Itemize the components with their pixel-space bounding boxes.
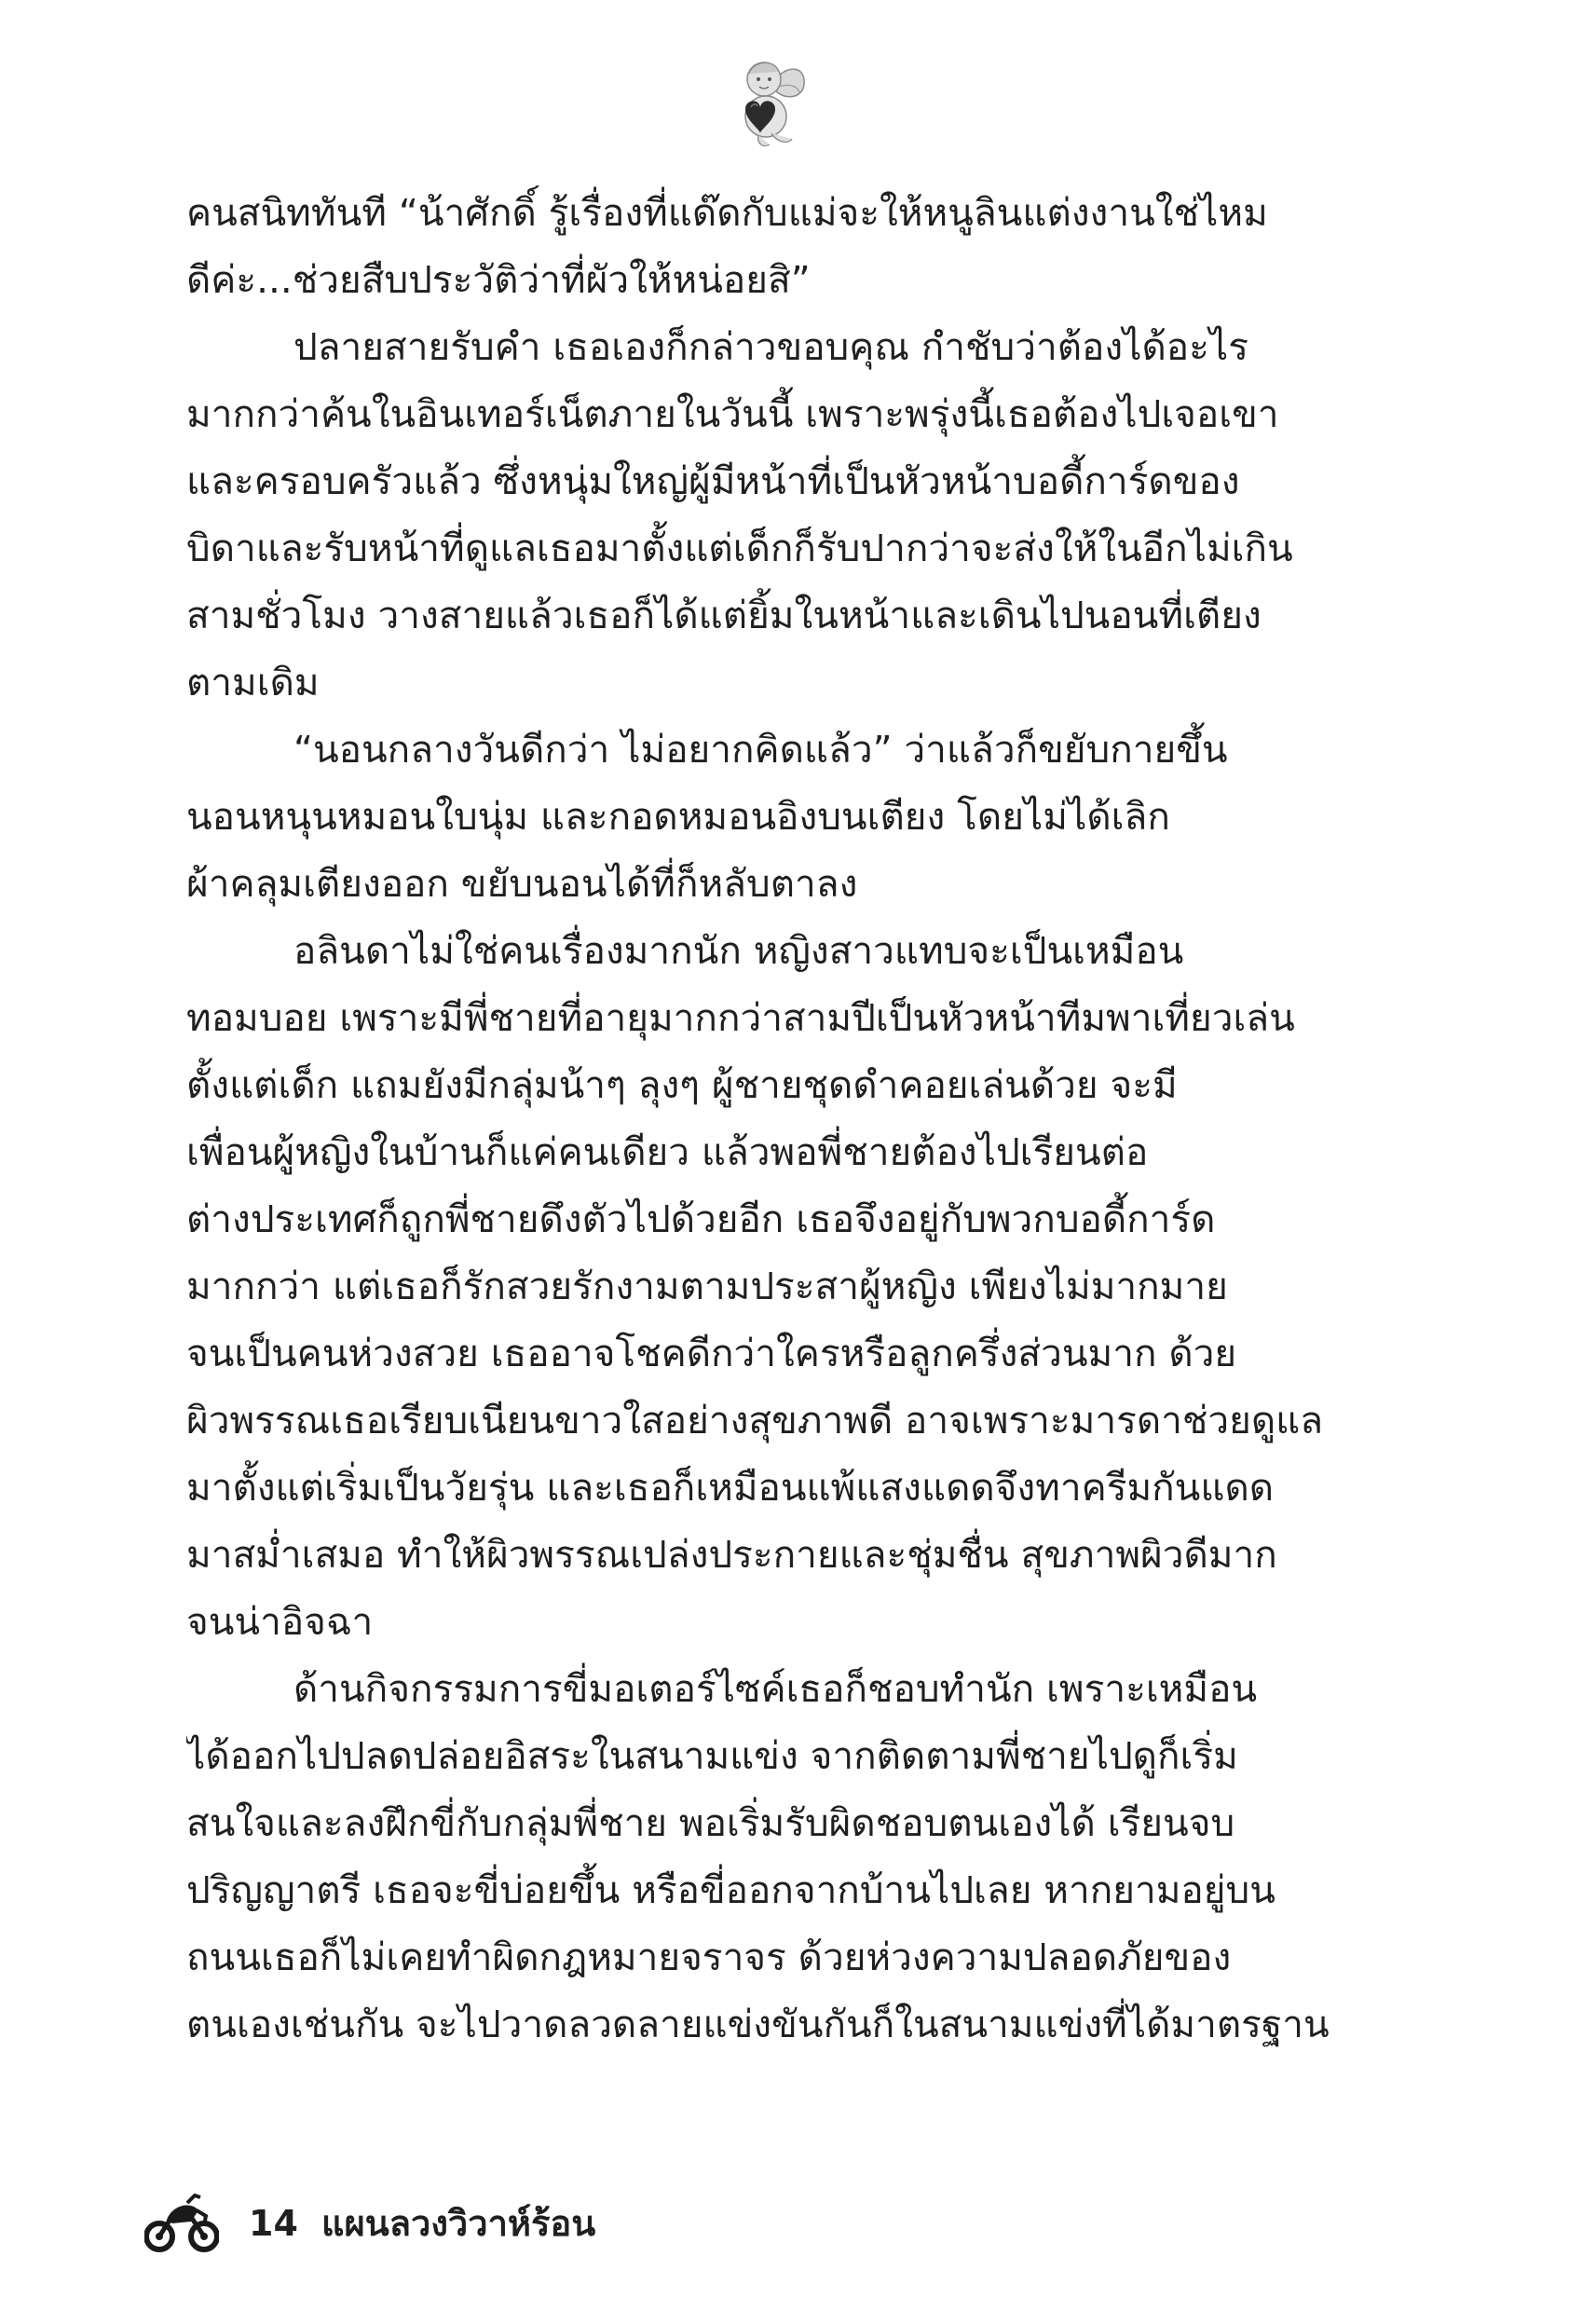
text-line: ทอมบอย เพราะมีพี่ชายที่อายุมากกว่าสามปีเป็นหัวหน้าทีมพาเที่ยวเล่น xyxy=(186,995,1295,1040)
text-line: ผิวพรรณเธอเรียบเนียนขาวใสอย่างสุขภาพดี อาจเพราะมารดาช่วยดูแล xyxy=(186,1398,1324,1443)
text-line: ได้ออกไปปลดปล่อยอิสระในสนามแข่ง จากติดตามพี่ชายไปดูก็เริ่ม xyxy=(186,1733,1238,1778)
text-line: มาสม่ำเสมอ ทำให้ผิวพรรณเปล่งประกายและชุ่มชื่น สุขภาพผิวดีมาก xyxy=(186,1532,1277,1577)
text-line: ปลายสายรับคำ เธอเองก็กล่าวขอบคุณ กำชับว่าต้องได้อะไร xyxy=(293,324,1248,369)
page-footer xyxy=(144,2181,890,2264)
text-line: มากกว่า แต่เธอก็รักสวยรักงามตามประสาผู้หญิง เพียงไม่มากมาย xyxy=(186,1264,1228,1308)
text-line: มาตั้งแต่เริ่มเป็นวัยรุ่น และเธอก็เหมือนแพ้แสงแดดจึงทาครีมกันแดด xyxy=(186,1465,1275,1510)
text-line: ปริญญาตรี เธอจะขี่บ่อยขึ้น หรือขี่ออกจากบ้านไปเลย หากยามอยู่บน xyxy=(186,1867,1275,1912)
page-body xyxy=(186,179,1334,2058)
text-line: ตามเดิม xyxy=(186,660,320,704)
text-line: สนใจและลงฝึกขี่กับกลุ่มพี่ชาย พอเริ่มรับผิดชอบตนเองได้ เรียนจบ xyxy=(186,1800,1235,1845)
text-line: และครอบครัวแล้ว ซึ่งหนุ่มใหญ่ผู้มีหน้าที่เป็นหัวหน้าบอดี้การ์ดของ xyxy=(186,458,1240,503)
text-line: “นอนกลางวันดีกว่า ไม่อยากคิดแล้ว” ว่าแล้วก็ขยับกายขึ้น xyxy=(293,727,1228,772)
cupid-holding-heart-icon xyxy=(717,51,811,154)
text-line: ผ้าคลุมเตียงออก ขยับนอนได้ที่ก็หลับตาลง xyxy=(186,861,858,906)
text-line: นอนหนุนหมอนใบนุ่ม และกอดหมอนอิงบนเตียง โดยไม่ได้เลิก xyxy=(186,794,1170,839)
text-line: ตนเองเช่นกัน จะไปวาดลวดลายแข่งขันกันก็ในสนามแข่งที่ได้มาตรฐาน xyxy=(186,2002,1330,2046)
text-line: ต่างประเทศก็ถูกพี่ชายดึงตัวไปด้วยอีก เธอจึงอยู่กับพวกบอดี้การ์ด xyxy=(186,1197,1216,1241)
text-line: อลินดาไม่ใช่คนเรื่องมากนัก หญิงสาวแทบจะเป็นเหมือน xyxy=(293,928,1184,973)
text-line: เพื่อนผู้หญิงในบ้านก็แค่คนเดียว แล้วพอพี่ชายต้องไปเรียนต่อ xyxy=(186,1129,1149,1174)
text-line: บิดาและรับหน้าที่ดูแลเธอมาตั้งแต่เด็กก็รับปากว่าจะส่งให้ในอีกไม่เกิน xyxy=(186,526,1293,570)
text-line: สามชั่วโมง วางสายแล้วเธอก็ได้แต่ยิ้มในหน้าและเดินไปนอนที่เตียง xyxy=(186,593,1262,637)
book-title: แผนลวงวิวาห์ร้อน xyxy=(321,2203,596,2244)
text-line: ตั้งแต่เด็ก แถมยังมีกลุ่มน้าๆ ลุงๆ ผู้ชายชุดดำคอยเล่นด้วย จะมี xyxy=(186,1062,1178,1107)
text-line: ดีค่ะ...ช่วยสืบประวัติว่าที่ผัวให้หน่อยสิ” xyxy=(186,257,811,302)
text-line: ถนนเธอก็ไม่เคยทำผิดกฎหมายจราจร ด้วยห่วงความปลอดภัยของ xyxy=(186,1935,1232,1979)
text-line: ด้านกิจกรรมการขี่มอเตอร์ไซค์เธอก็ชอบทำนัก เพราะเหมือน xyxy=(293,1666,1258,1711)
text-line: จนเป็นคนห่วงสวย เธออาจโชคดีกว่าใครหรือลูกครึ่งส่วนมาก ด้วย xyxy=(186,1331,1237,1375)
page-number: 14 xyxy=(249,2203,298,2244)
text-line: คนสนิททันที “น้าศักดิ์ รู้เรื่องที่แด๊ดกับแม่จะให้หนูลินแต่งงานใช่ไหม xyxy=(186,190,1268,235)
motorcycle-icon xyxy=(144,2188,219,2255)
text-line: จนน่าอิจฉา xyxy=(186,1599,374,1644)
text-line: มากกว่าค้นในอินเทอร์เน็ตภายในวันนี้ เพราะพรุ่งนี้เธอต้องไปเจอเขา xyxy=(186,391,1279,436)
